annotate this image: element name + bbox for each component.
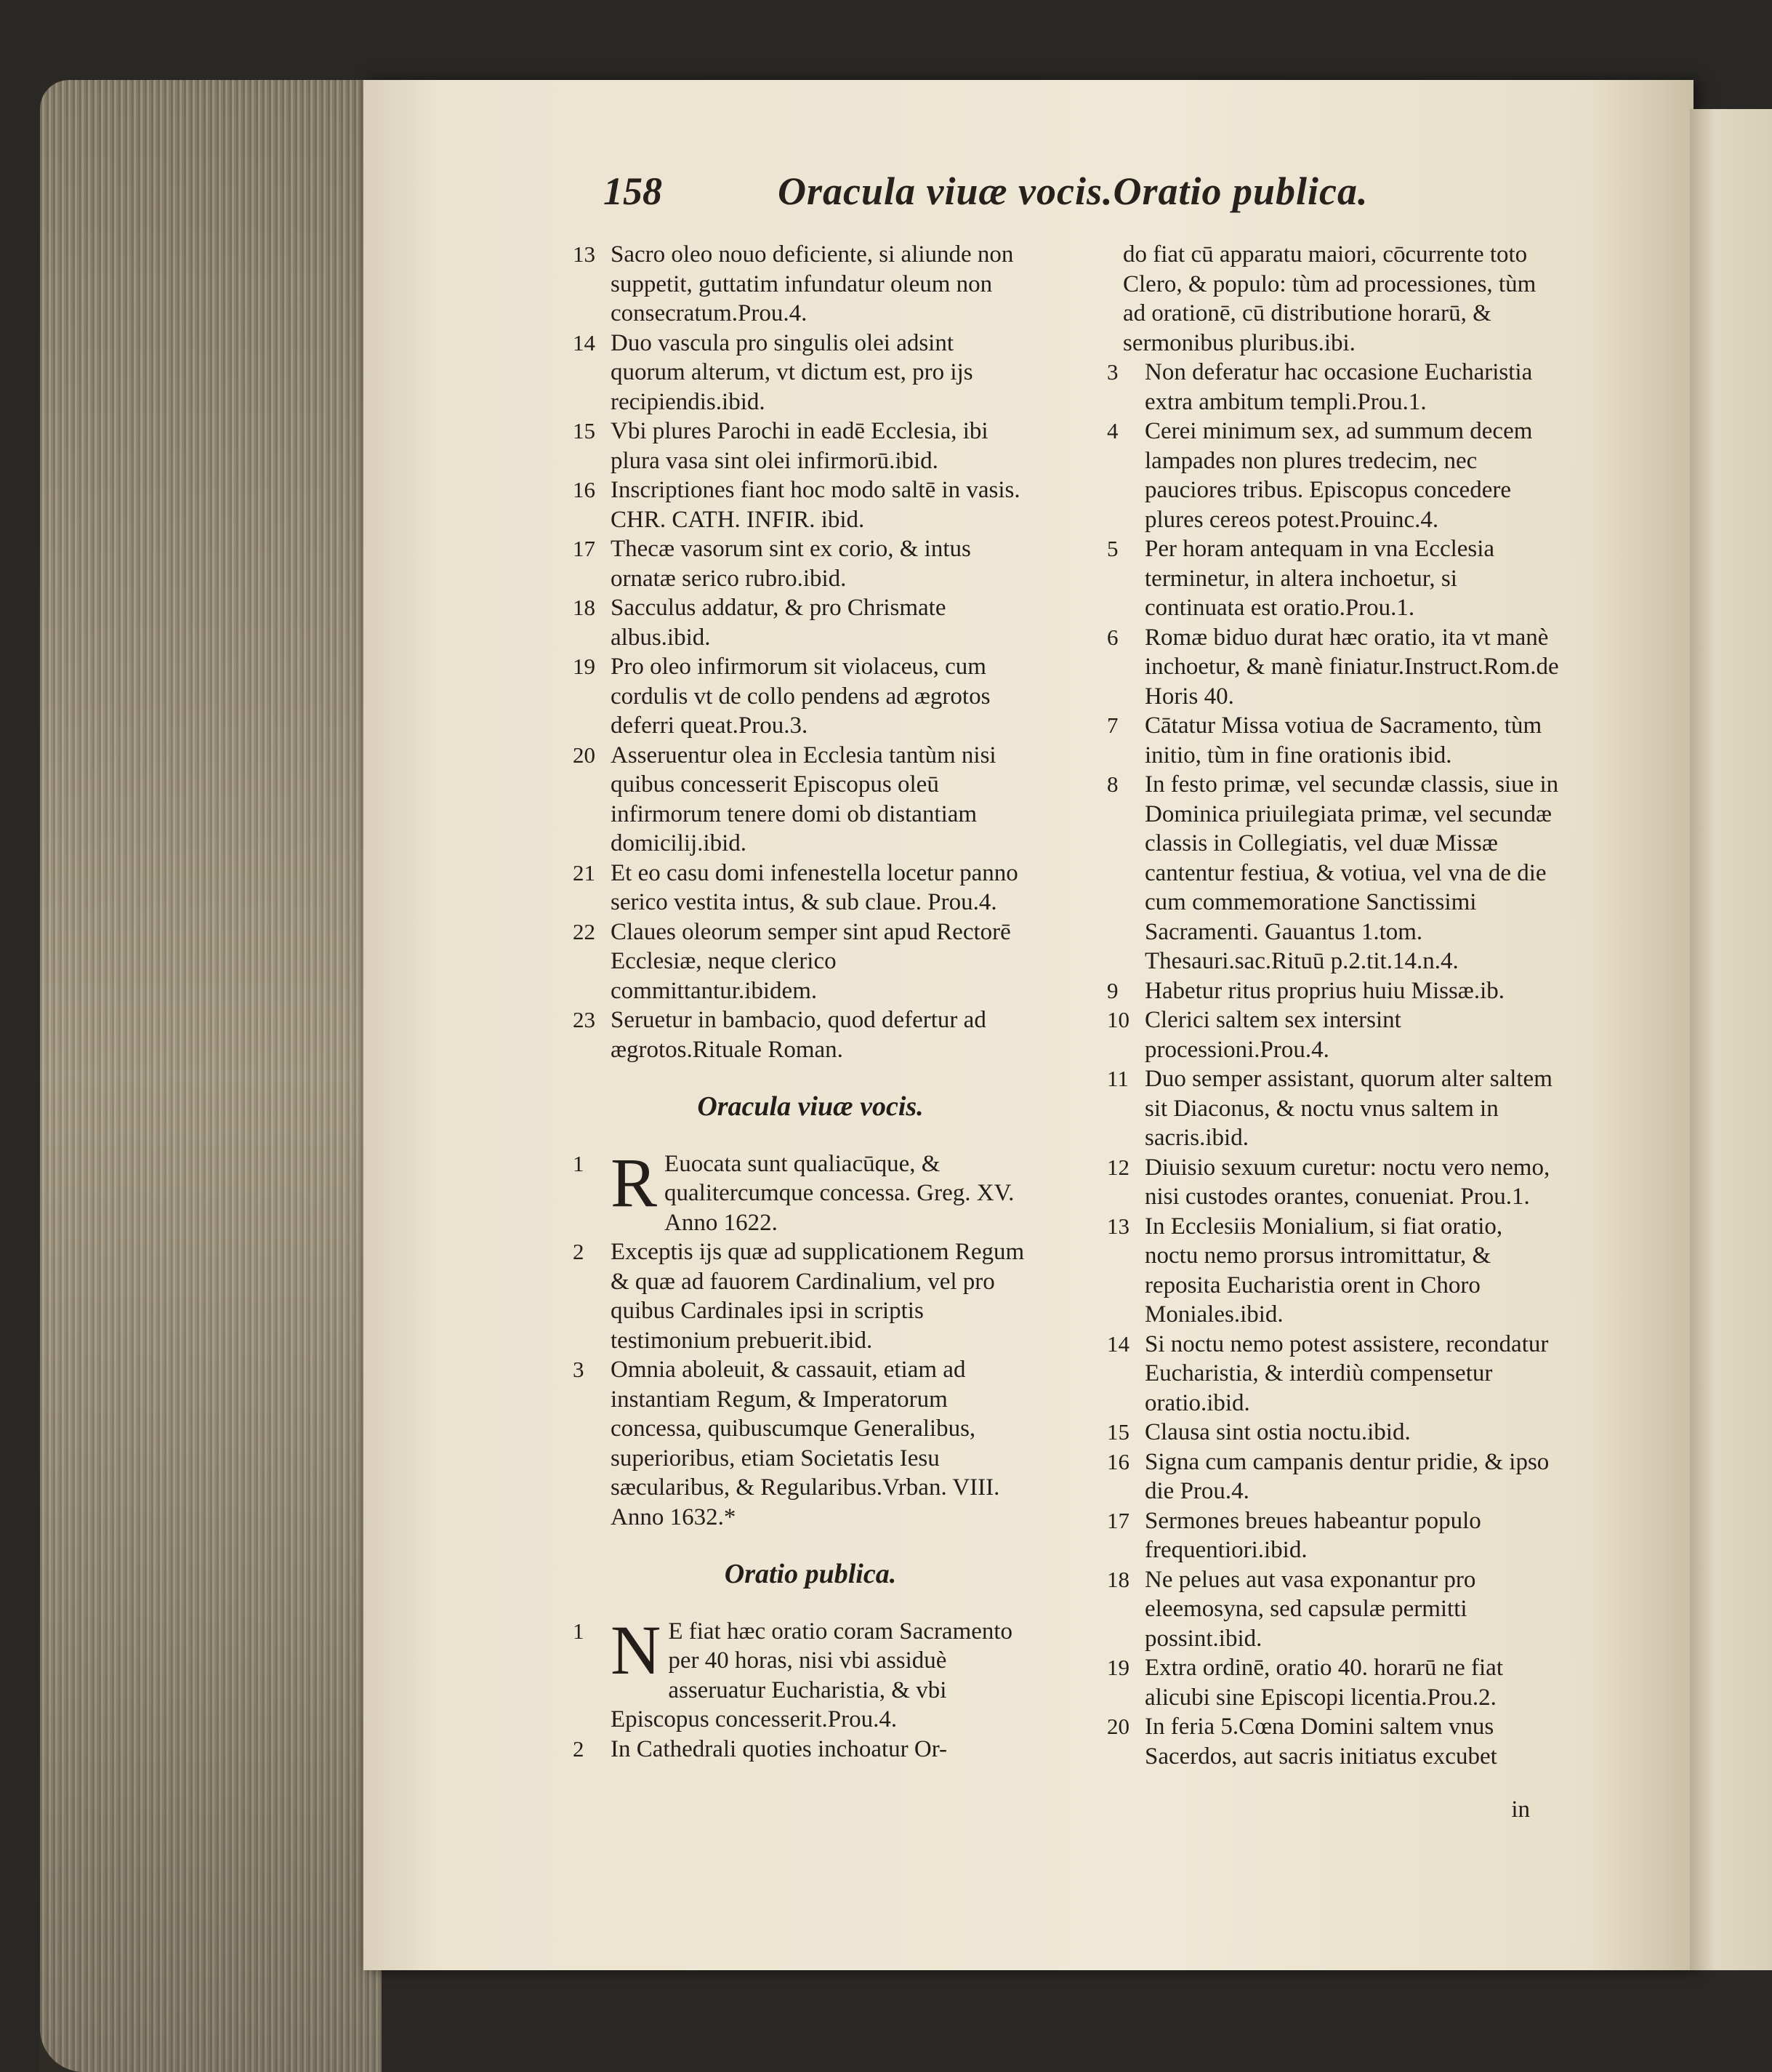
item-number: 16 xyxy=(573,477,595,502)
book-page-edges xyxy=(40,80,382,2072)
page-header xyxy=(603,169,1388,227)
list-item xyxy=(1094,1565,1559,1654)
item-text: Claues oleorum semper sint apud Rectorē Ecclesiæ, neque clerico committantur.ibidem. xyxy=(611,918,1011,1004)
item-number: 3 xyxy=(1107,359,1119,385)
item-text: In festo primæ, vel secundæ classis, siue in Dominica priuilegiata primæ, vel secundæ classis in Collegiatis, vel duæ Missæ cantentur festiua, & votiua, vel vna de die cum commemoratione Sanctissimi Sacramenti. Gauantus 1.tom. Thesauri.sac.Rituū p.2.tit.14.n.4. xyxy=(1145,771,1559,974)
list-item xyxy=(1094,417,1559,534)
list-item xyxy=(560,859,1025,917)
item-text: Sacro oleo nouo deficiente, si aliunde non suppetit, guttatim infundatur oleum non consecratum.Prou.4. xyxy=(611,241,1014,326)
list-item xyxy=(560,1005,1025,1064)
item-text: Sacculus addatur, & pro Chrismate albus.ibid. xyxy=(611,595,946,651)
item-number: 19 xyxy=(1107,1655,1129,1680)
item-text: Thecæ vasorum sint ex corio, & intus ornatæ serico rubro.ibid. xyxy=(611,536,971,592)
drop-capital: R xyxy=(611,1143,658,1221)
item-number: 22 xyxy=(573,918,595,944)
item-number: 6 xyxy=(1107,624,1119,650)
list-item xyxy=(1094,1653,1559,1712)
list-item xyxy=(1094,1064,1559,1153)
item-number: 13 xyxy=(1107,1213,1129,1239)
item-number: 8 xyxy=(1107,771,1119,797)
item-number: 20 xyxy=(1107,1714,1129,1739)
item-text: Asseruentur olea in Ecclesia tantùm nisi quibus concesserit Episcopus oleū infirmorum tenere domi ob distantiam domicilij.ibid. xyxy=(611,742,996,856)
item-number: 3 xyxy=(573,1357,584,1382)
item-number: 21 xyxy=(573,859,595,886)
item-text: Ne pelues aut vasa exponantur pro eleemosyna, sed capsulæ permitti possint.ibid. xyxy=(1145,1566,1476,1652)
running-title: Oracula viuæ vocis.Oratio publica. xyxy=(778,169,1369,213)
list-item: 1 R Euocata sunt qualiacūque, & qualitercumque concessa. Greg. XV. Anno 1622. xyxy=(573,1143,1015,1236)
item-text: Per horam antequam in vna Ecclesia terminetur, in altera inchoetur, si continuata est oratio.Prou.1. xyxy=(1145,536,1495,621)
list-item: 1 N E fiat hæc oratio coram Sacramento per 40 horas, nisi vbi assiduè asseruatur Eucharistia, & vbi Episcopus concesserit.Prou.4. xyxy=(573,1610,1013,1732)
list-item xyxy=(1094,1330,1559,1418)
list-item xyxy=(560,417,1025,475)
list-item xyxy=(1094,711,1559,770)
left-column xyxy=(560,240,1025,1764)
catchword: in xyxy=(1511,1796,1530,1823)
item-number: 10 xyxy=(1107,1007,1129,1032)
item-number: 19 xyxy=(573,654,595,679)
list-item xyxy=(1094,1712,1559,1771)
item-text: Exceptis ijs quæ ad supplicationem Regum & quæ ad fauorem Cardinalium, vel pro quibus Cardinales ipsi in scriptis testimonium prebuerit.ibid. xyxy=(611,1239,1025,1354)
item-text: Et eo casu domi infenestella locetur panno serico vestita intus, & sub claue. Prou.4. xyxy=(611,859,1018,915)
list-item xyxy=(1094,1005,1559,1064)
item-text: In Cathedrali quoties inchoatur Or- xyxy=(611,1735,948,1762)
list-item xyxy=(560,329,1025,417)
item-text: Habetur ritus proprius huiu Missæ.ib. xyxy=(1145,977,1505,1004)
item-text: Seruetur in bambacio, quod defertur ad ægrotos.Rituale Roman. xyxy=(611,1007,986,1063)
item-text: In feria 5.Cœna Domini saltem vnus Sacerdos, aut sacris initiatus excubet xyxy=(1145,1714,1497,1770)
item-number: 4 xyxy=(1107,418,1119,443)
list-item xyxy=(1094,1506,1559,1565)
list-item xyxy=(1094,770,1559,976)
list-item xyxy=(1094,1418,1559,1447)
list-item xyxy=(560,240,1025,329)
list-item xyxy=(560,1237,1025,1355)
item-number: 11 xyxy=(1107,1066,1129,1091)
list-item xyxy=(560,475,1025,534)
item-text: Duo vascula pro singulis olei adsint quorum alterum, vt dictum est, pro ijs recipiendis.ibid. xyxy=(611,329,973,415)
item-number: 15 xyxy=(1107,1419,1129,1445)
item-text: Cerei minimum sex, ad summum decem lampades non plures tredecim, nec pauciores tribus. Episcopus concedere plures cereos potest.Prouinc.4. xyxy=(1145,418,1533,533)
list-item xyxy=(560,741,1025,859)
item-text: Clausa sint ostia noctu.ibid. xyxy=(1145,1419,1411,1445)
page-number: 158 xyxy=(603,169,662,213)
section-title-oracula: Oracula viuæ vocis. xyxy=(697,1091,924,1122)
item-text: Non deferatur hac occasione Eucharistia extra ambitum templi.Prou.1. xyxy=(1145,359,1533,415)
item-text: Signa cum campanis dentur pridie, & ipso die Prou.4. xyxy=(1145,1448,1550,1504)
item-number: 2 xyxy=(573,1735,584,1762)
item-number: 14 xyxy=(1107,1330,1129,1357)
item-number: 18 xyxy=(573,595,595,620)
item-number: 17 xyxy=(1107,1507,1129,1533)
item-text: Inscriptiones fiant hoc modo saltē in vasis. CHR. CATH. INFIR. ibid. xyxy=(611,477,1020,533)
right-column xyxy=(1094,240,1559,1849)
item-number: 7 xyxy=(1107,712,1119,738)
item-text: Diuisio sexuum curetur: noctu vero nemo, nisi custodes orantes, conueniat. Prou.1. xyxy=(1145,1154,1550,1210)
item-text: Duo semper assistant, quorum alter saltem sit Diaconus, & noctu vnus saltem in sacris.ibid. xyxy=(1145,1066,1552,1151)
item-number: 23 xyxy=(573,1007,595,1032)
list-item xyxy=(560,593,1025,652)
item-number: 14 xyxy=(573,329,595,356)
list-item xyxy=(1094,534,1559,623)
item-number: 18 xyxy=(1107,1566,1129,1592)
facing-page-edge xyxy=(1690,109,1772,1970)
drop-capital: N xyxy=(611,1610,661,1689)
item-text: Extra ordinē, oratio 40. horarū ne fiat alicubi sine Episcopi licentia.Prou.2. xyxy=(1145,1655,1503,1711)
item-text: Cātatur Missa votiua de Sacramento, tùm initio, tùm in fine orationis ibid. xyxy=(1145,712,1542,768)
item-number: 5 xyxy=(1107,536,1119,561)
item-number: 16 xyxy=(1107,1448,1129,1474)
list-item xyxy=(560,917,1025,1006)
item-number: 13 xyxy=(573,241,595,267)
list-item xyxy=(560,534,1025,593)
item-text: Si noctu nemo potest assistere, recondatur Eucharistia, & interdiù compensetur oratio.ibid. xyxy=(1145,1330,1549,1416)
item-text: Clerici saltem sex intersint processioni.Prou.4. xyxy=(1145,1007,1401,1063)
item-text: Pro oleo infirmorum sit violaceus, cum cordulis vt de collo pendens ad ægrotos deferri queat.Prou.3. xyxy=(611,654,991,739)
list-item xyxy=(1094,1212,1559,1330)
item-text: Omnia aboleuit, & cassauit, etiam ad instantiam Regum, & Imperatorum concessa, quibuscumque Generalibus, superioribus, etiam Societatis Iesu sæcularibus, & Regularibus.Vrban. VIII. Anno 1632.* xyxy=(611,1357,1000,1530)
item-number: 9 xyxy=(1107,977,1119,1003)
list-item xyxy=(560,652,1025,741)
item-text: Sermones breues habeantur populo frequentiori.ibid. xyxy=(1145,1507,1481,1563)
list-item xyxy=(560,1355,1025,1532)
item-number: 17 xyxy=(573,536,595,561)
list-item xyxy=(1094,1447,1559,1506)
list-item xyxy=(1094,1153,1559,1212)
list-item xyxy=(1094,623,1559,712)
item-text: Romæ biduo durat hæc oratio, ita vt manè inchoetur, & manè finiatur.Instruct.Rom.de Horis 40. xyxy=(1145,624,1559,710)
list-item xyxy=(560,1735,1025,1764)
item-number: 2 xyxy=(573,1239,584,1264)
item-text: In Ecclesiis Monialium, si fiat oratio, noctu nemo prorsus intromittatur, & reposita Eucharistia orent in Choro Moniales.ibid. xyxy=(1145,1213,1503,1328)
list-item xyxy=(1094,358,1559,417)
item-number: 12 xyxy=(1107,1154,1129,1180)
item-text: Vbi plures Parochi in eadē Ecclesia, ibi plura vasa sint olei infirmorū.ibid. xyxy=(611,418,988,474)
continuation-text: do fiat cū apparatu maiori, cōcurrente toto Clero, & populo: tùm ad processiones, tùm ad orationē, cū distributione horarū, & sermonibus pluribus.ibi. xyxy=(1123,241,1537,356)
list-item xyxy=(1094,976,1559,1006)
item-number: 20 xyxy=(573,742,595,768)
item-number: 15 xyxy=(573,418,595,443)
section-title-oratio: Oratio publica. xyxy=(724,1559,897,1589)
